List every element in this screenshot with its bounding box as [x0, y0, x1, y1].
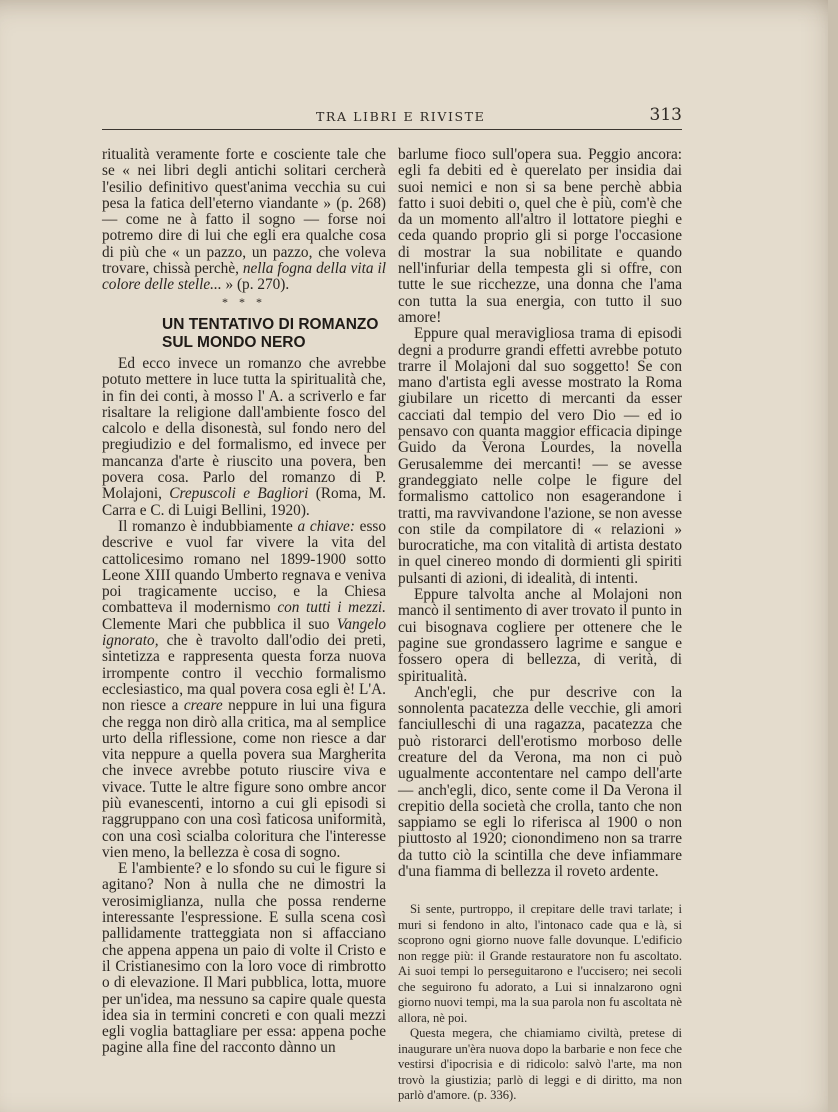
section-heading — [162, 316, 386, 352]
running-head — [102, 107, 682, 130]
paragraph: Eppure qual meravigliosa trama di episodi degni a produrre grandi effetti avrebbe potuto trarre il Molajoni dal suo soggetto! Se con mano d'artista egli avesse mostrato la Roma giubilare un ricetto di mercanti da esser cacciati dal tempio del vero Dio — ed io pensavo con quanta maggior efficacia dipinge Guido da Verona Lourdes, la novella Gerusalemme dei mercanti! — se avesse grandeggiato nelle colpe le figure del formalismo cattolico non esagerandone i tratti, ma ravvivandone l'azione, se non avesse con stile da compilatore di « relazioni » burocratiche, ma con vitalità di artista destato in quel cinereo mondo di dormienti gli spiriti pulsanti di azioni, di idealità, di intenti. — [398, 325, 682, 587]
section-separator: * * * — [222, 294, 266, 309]
paragraph: Anch'egli, che pur descrive con la sonnolenta pacatezza delle vecchie, gli amori fanciulleschi di una ragazza, pacatezza che può ristorarci dell'erotismo morboso delle creature del da Verona, ma non ci può ugualmente accontentare nel campo dell'arte — anch'egli, dico, sente come il Da Verona il crepitio della società che crolla, tanto che non sappiamo se egli lo riferisca al 1900 o non piuttosto al 1920; cionondimeno non sa trarre da tutto ciò la scintilla che deve infiammare d'una fiamma di bellezza il roveto ardente. — [398, 683, 682, 881]
paragraph: barlume fioco sull'opera sua. Peggio ancora: egli fa debiti ed è querelato per insidia dai suoi nemici e non si sa bene perchè abbia fatto i suoi debiti o, quel che è più, com'è che da un momento all'altro il lottatore pieghi e ceda quando proprio gli si porge l'occasione di mostrar la sua nobilitate e quando nell'infuriar della tempesta gli si offre, con tutte le sue ricchezze, una donna che l'ama con tutta la sua energia, con tutto il suo amore! — [398, 146, 682, 326]
paragraph-text: neppure in lui una figura che regga non dirò alla critica, ma al semplice urto della riflessione, come non riesce a dar vita neppure a quella povera sua Margherita che invece avrebbe potuto riuscire viva e vivace. Tutte le altre figure sono ombre ancor più evanescenti, intorno a cui gli episodi si raggruppano con una così faticosa uniformità, con una così scialba coloritura che l'interesse vien meno, la bellezza è cosa di sogno. — [102, 697, 386, 861]
italic-phrase: creare — [183, 697, 223, 715]
heading-line: SUL MONDO NERO — [162, 333, 306, 351]
paragraph-text: Clemente Mari che pubblica il suo — [102, 615, 330, 633]
page-edge — [828, 0, 838, 1112]
running-title: TRA LIBRI E RIVISTE — [316, 109, 486, 124]
note-paragraph: Si sente, purtroppo, il crepitare delle travi tarlate; i muri si fendono in alto, l'intonaco cade qua e là, si scoprono ogni giorno nuove falle dovunque. L'edificio non regge più: il Grande restauratore non fu ascoltato. Ai suoi tempi lo perseguitarono e l'uccisero; nei secoli che seguirono fu adorato, a Lui si innalzarono ogni giorno nuovi tempi, ma la sua parola non fu ascoltata nè allora, nè poi. — [398, 902, 682, 1025]
page-number: 313 — [649, 105, 682, 125]
paragraph: Eppure talvolta anche al Molajoni non mancò il sentimento di aver trovato il punto in cui bisognava cogliere per ottenere che le pagine sue grondassero lagrime e sangue e fossero opera di bellezza, di verità, di spiritualità. — [398, 586, 682, 685]
italic-phrase: con tutti i mezzi. — [277, 599, 386, 617]
paragraph-text: che è travolto dall'odio dei preti, sintetizza e rappresenta questa forza nuova irrompente contro il vecchio formalismo ecclesiastico, ma qual povera cosa egli è! L'A. non riesce a — [102, 632, 386, 715]
paragraph — [102, 147, 386, 294]
paragraph — [102, 356, 386, 519]
right-column — [398, 147, 682, 1104]
paragraph-text: esso descrive e vuol far vivere la vita del cattolicesimo romano nel 1899-1900 sotto Leone XIII quando Umberto regnava e veniva poi tragicamente ucciso, e la Chiesa combatteva il modernismo — [102, 517, 387, 617]
paragraph: E l'ambiente? e lo sfondo su cui le figure si agitano? Non à nulla che ne dimostri la verosimiglianza, nulla che possa renderne interessante l'espressione. E sulla scena così pallidamente tratteggiata non si affacciano che appena appena un paio di volte il Cristo e il Cristianesimo con la loro voce di rimbrotto o di elevazione. Il Mari pubblica, lotta, muore per un'idea, ma nessuno sa capire quale questa idea sia in termini concreti e con quali mezzi egli voglia battagliare per essa: appena poche pagine alla fine del racconto dànno un — [102, 860, 386, 1057]
paragraph-text: Il romanzo è indubbiamente — [118, 517, 293, 535]
left-column — [102, 147, 386, 1057]
book-title: Crepuscoli e Bagliori — [169, 485, 309, 503]
paragraph-text: » (p. 270). — [225, 276, 290, 294]
paragraph-text: (Roma, M. Carra e C. di Luigi Bellini, 1920). — [102, 485, 386, 519]
italic-phrase: a chiave: — [297, 517, 355, 535]
heading-line: UN TENTATIVO DI ROMANZO — [162, 315, 379, 333]
book-title: Vangelo ignorato, — [102, 615, 387, 650]
paragraph — [102, 519, 386, 861]
quoted-notes — [398, 902, 682, 1104]
paragraph-text: Ed ecco invece un romanzo che avrebbe potuto mettere in luce tutta la spiritualità che, in fin dei conti, à mosso l' A. a scriverlo e far risaltare la religione dall'ambiente fosco del calcolo e della disonestà, sul fondo nero del pregiudizio e del formalismo, ed invece per mancanza d'arte è riuscito una povera, ben povera cosa. Parlo del romanzo di P. Molajoni, — [102, 354, 386, 503]
italic-quote: nella fogna della vita il colore delle stelle... — [102, 260, 386, 294]
note-paragraph: Questa megera, che chiamiamo civiltà, pretese di inaugurare un'èra nuova dopo la barbarie e non fece che vestirsi d'ipocrisia e di ridicolo: salvò l'arte, ma non trovò la giustizia; parlò di leggi e di diritto, ma non parlò d'amore. (p. 336). — [398, 1026, 682, 1103]
paragraph-text: ritualità veramente forte e cosciente tale che se « nei libri degli antichi solitari cercherà l'esilio definitivo quest'anima vecchia su cui pesa la fatica dell'eterno viandante » (p. 268) — come ne à fatto il sogno — forse noi potremo dire di lui che egli era qualche cosa di più che « un pazzo, un pazzo, che voleva trovare, chissà perchè, — [102, 146, 386, 278]
